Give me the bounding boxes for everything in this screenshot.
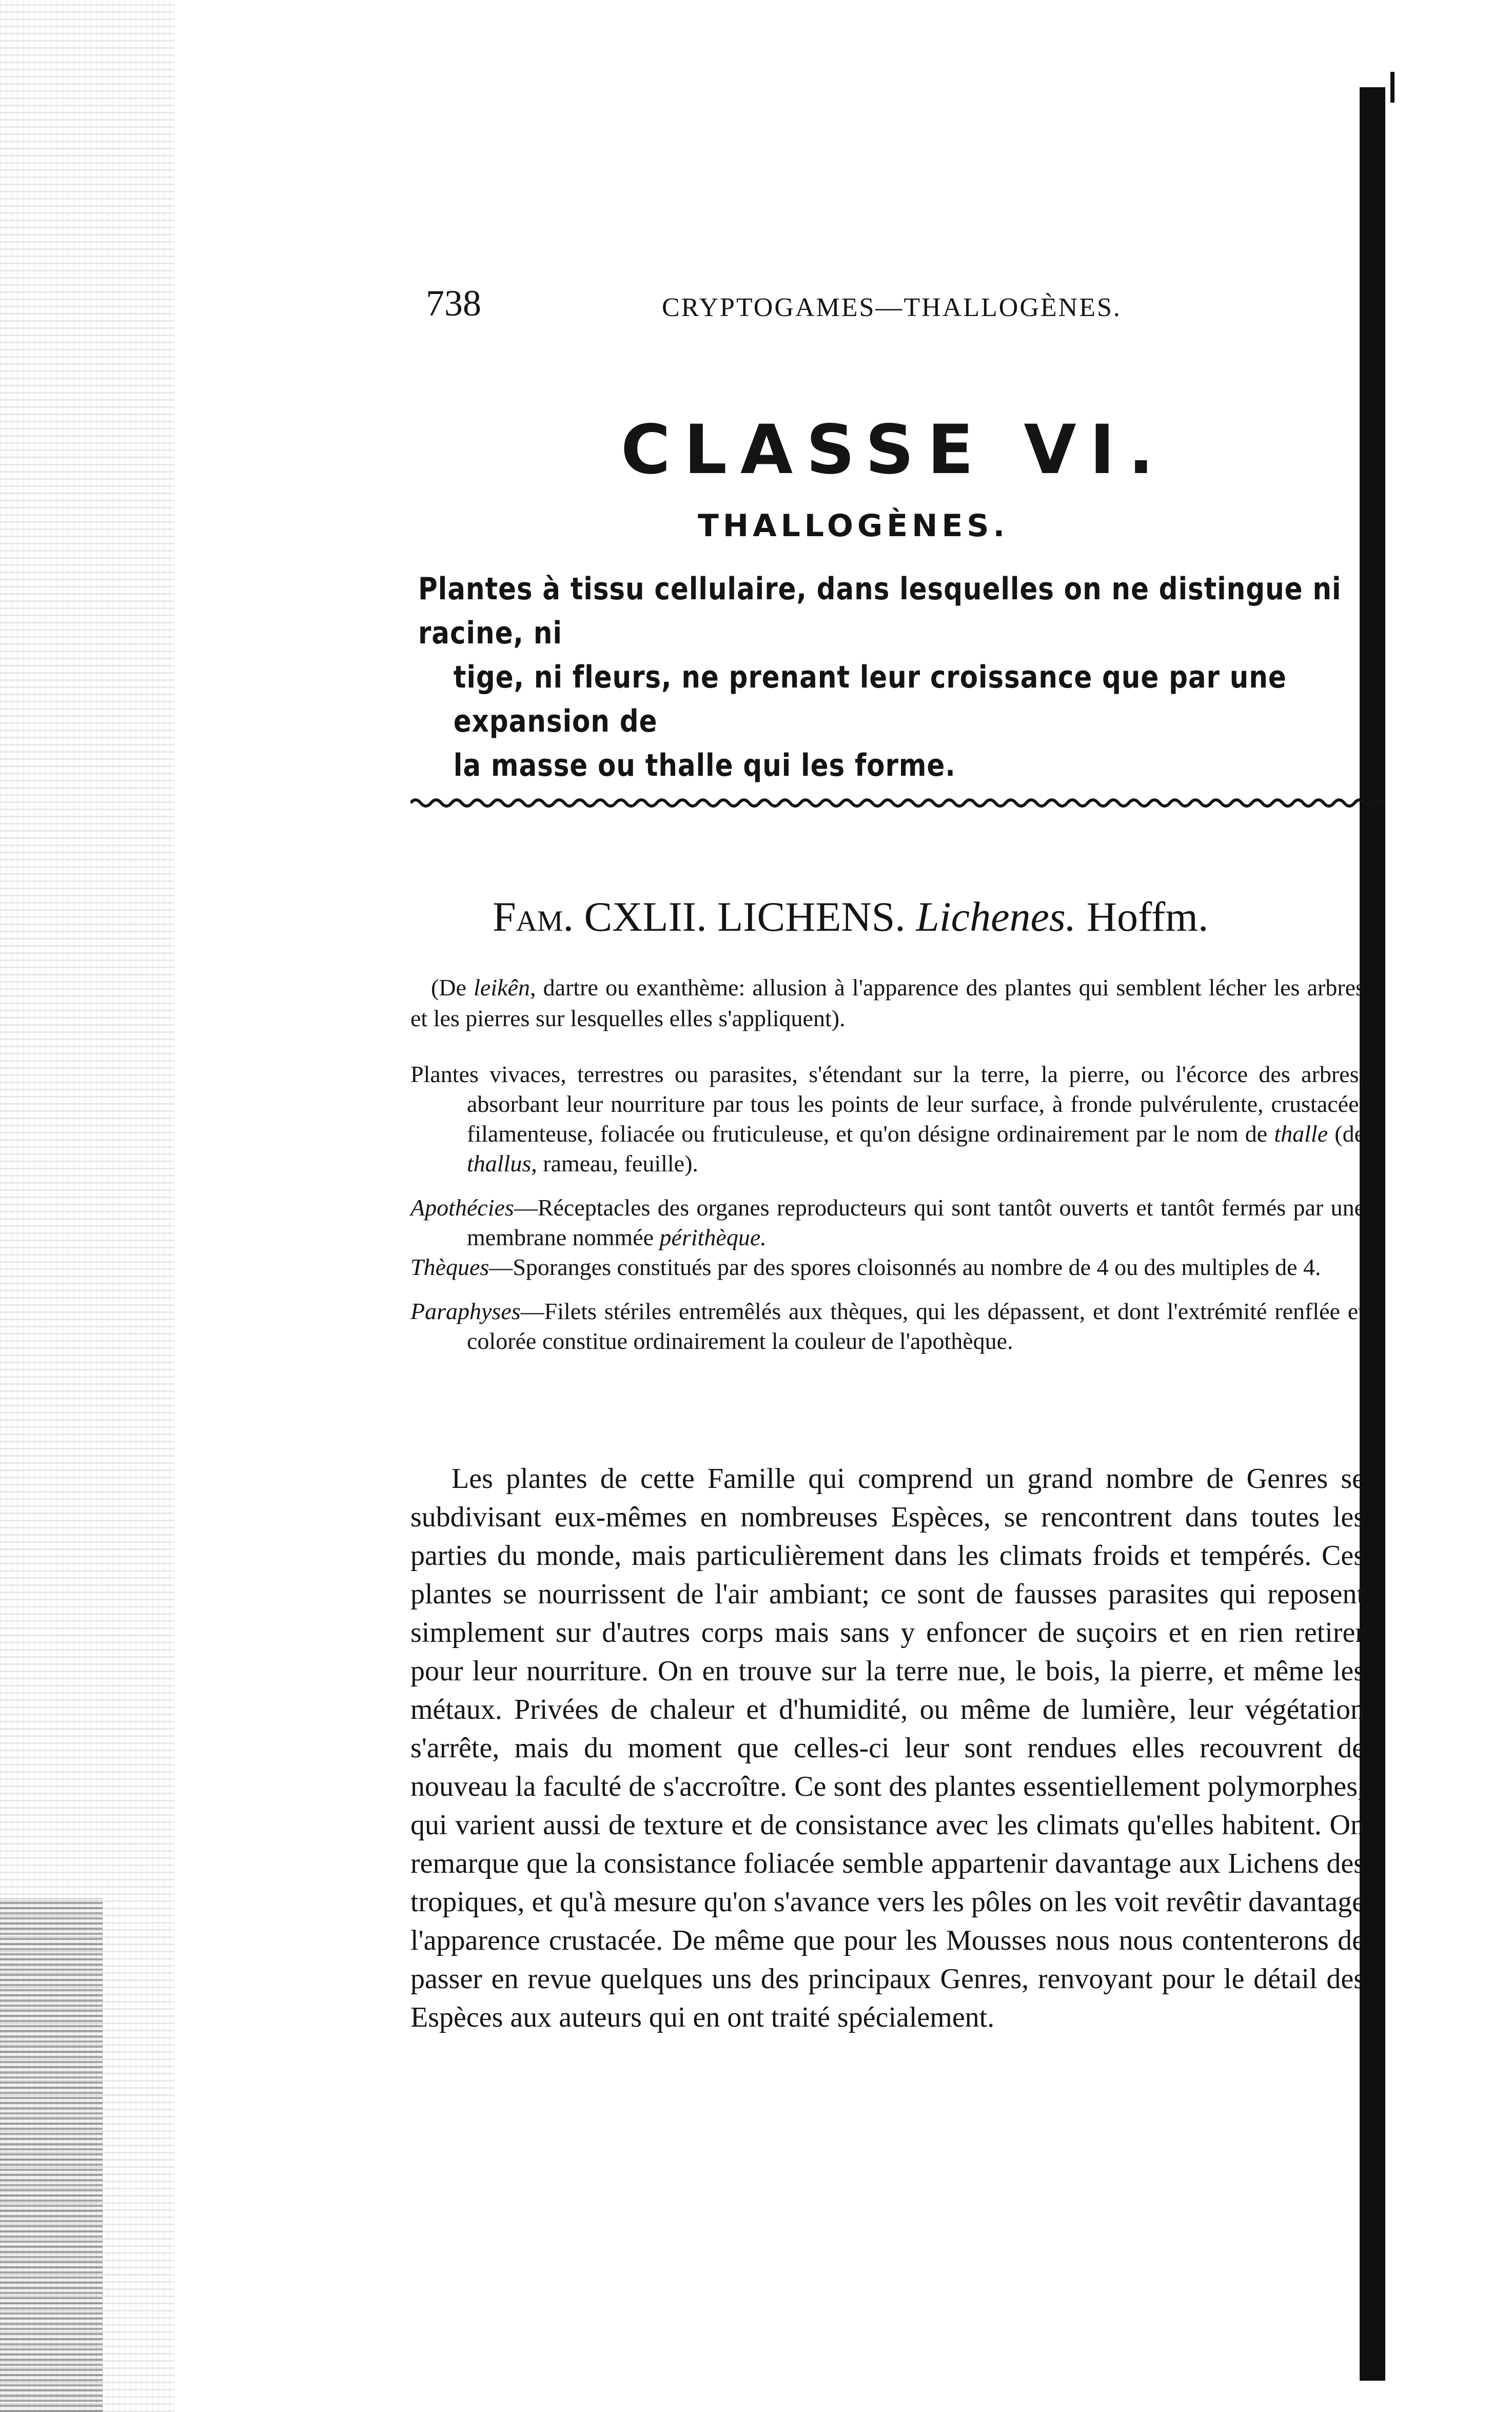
family-name: LICHENS. — [717, 893, 906, 940]
family-latin-name: Lichenes. — [916, 893, 1076, 940]
term-paraphyses: Paraphyses — [410, 1298, 521, 1324]
page-edge-mark — [1390, 72, 1395, 103]
description-text: , rameau, feuille). — [531, 1150, 698, 1176]
term-theques: Thèques — [410, 1254, 489, 1280]
term-peritheque: périthèque. — [659, 1224, 767, 1250]
description-plantes — [410, 1060, 1365, 1179]
class-intro-line: la masse ou thalle qui les forme. — [453, 748, 956, 783]
running-head: CRYPTOGAMES—THALLOGÈNES. — [662, 293, 1122, 322]
page-number: 738 — [426, 283, 481, 324]
description-paraphyses — [410, 1297, 1365, 1356]
etymology — [410, 972, 1365, 1034]
family-prefix: Fam. — [493, 893, 574, 940]
description-text: —Réceptacles des organes reproducteurs qui sont tantôt ouverts et tantôt fermés par une membrane nommée — [467, 1194, 1365, 1250]
family-authority: Hoffm. — [1086, 893, 1209, 940]
family-number: CXLII. — [584, 893, 707, 940]
body-paragraph: Les plantes de cette Famille qui comprend un grand nombre de Genres se subdivisant eux-mêmes en nombreuses Espèces, se rencontrent dans toutes les parties du monde, mais particulièrement dans les climats froids et tempérés. Ces plantes se nourrissent de l'air ambiant; ce sont de fausses parasites qui reposent simplement sur d'autres corps mais sans y enfoncer de suçoirs et en rien retirer pour leur nourriture. On en trouve sur la terre nue, le bois, la pierre, et même les métaux. Privées de chaleur et d'humidité, ou même de lumière, leur végétation s'arrête, mais du moment que celles-ci leur sont rendues elles recouvrent de nouveau la faculté de s'accroître. Ce sont des plantes essentiellement polymorphes, qui varient aussi de texture et de consistance avec les climats qu'elles habitent. On remarque que la consistance foliacée semble appartenir davantage aux Lichens des tropiques, et qu'à mesure qu'on s'avance vers les pôles on les voit revêtir davantage l'apparence crustacée. De même que pour les Mousses nous nous contenterons de passer en revue quelques uns des principaux Genres, renvoyant pour le détail des Espèces aux auteurs qui en ont traité spécialement. — [410, 1463, 1365, 2033]
wavy-divider — [410, 793, 1385, 813]
description-apothecies — [410, 1193, 1365, 1252]
class-subtitle: THALLOGÈNES. — [698, 508, 1009, 544]
scan-gutter-shadow — [0, 1898, 103, 2412]
class-intro-line: tige, ni fleurs, ne prenant leur croissance que par une expansion de — [453, 659, 1287, 739]
description-theques — [410, 1252, 1365, 1282]
term-thallus: thallus — [467, 1150, 532, 1176]
term-apothecies: Apothécies — [410, 1194, 514, 1221]
family-heading — [493, 893, 1208, 941]
description-text: (de — [1328, 1121, 1365, 1147]
class-title: CLASSE VI. — [621, 410, 1167, 489]
family-description — [410, 1060, 1365, 1370]
description-text: Plantes vivaces, terrestres ou parasites, s'étendant sur la terre, la pierre, ou l'écorce des arbres, absorbant leur nourriture par tous les points de leur surface, à fronde pulvérulente, crustacée, filamenteuse, foliacée ou fruticuleuse, et qu'on désigne ordinairement par le nom de — [410, 1061, 1365, 1147]
term-thalle: thalle — [1274, 1121, 1328, 1147]
class-intro — [418, 567, 1362, 788]
etymology-open: (De — [431, 974, 474, 1001]
etymology-greek: leikên — [474, 974, 530, 1001]
description-text: —Sporanges constitués par des spores cloisonnés au nombre de 4 ou des multiples de 4. — [489, 1254, 1321, 1280]
etymology-text: , dartre ou exanthème: allusion à l'apparence des plantes qui semblent lécher les arbres et les pierres sur lesquelles elles s'appliquent). — [410, 974, 1365, 1031]
description-text: —Filets stériles entremêlés aux thèques, qui les dépassent, et dont l'extrémité renflée et colorée constitue ordinairement la couleur de l'apothèque. — [467, 1298, 1365, 1354]
class-intro-line: Plantes à tissu cellulaire, dans lesquelles on ne distingue ni racine, ni — [418, 571, 1342, 651]
